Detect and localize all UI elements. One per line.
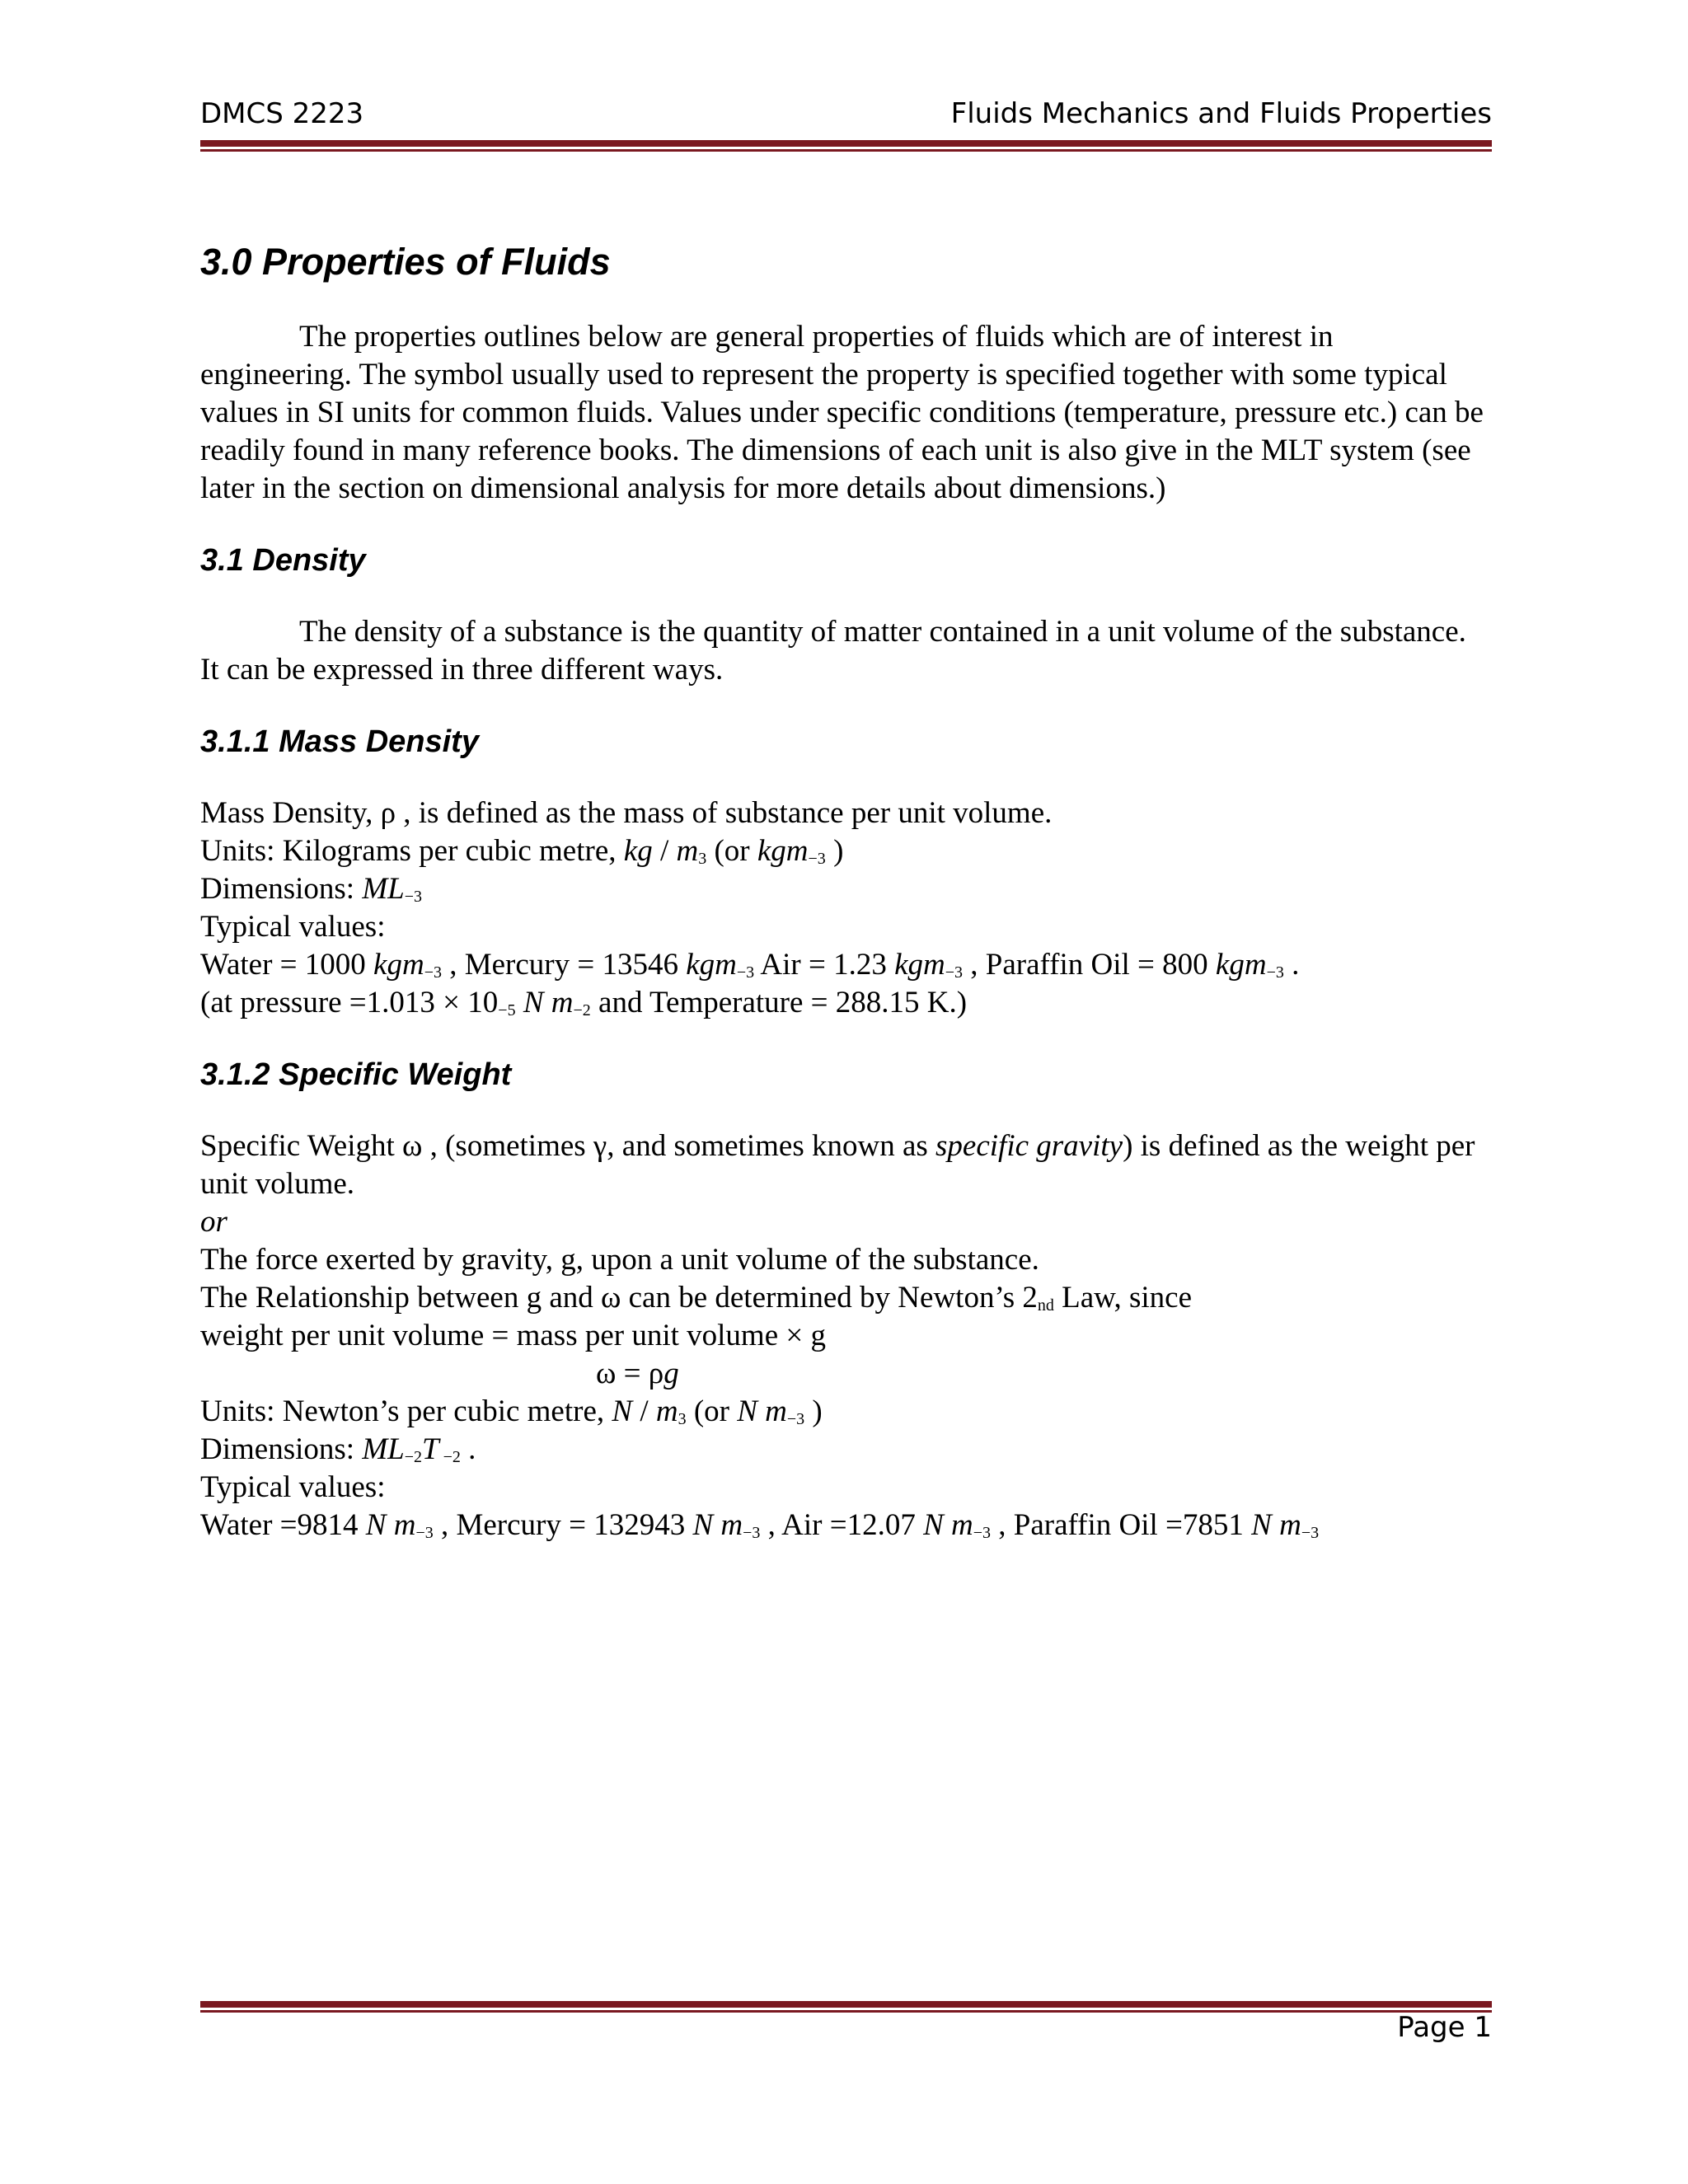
gravity-force-text: The force exerted by gravity, g, upon a unit volume of the substance. <box>200 1243 1039 1277</box>
specific-weight-typical-values: Water =9814 N $m_{-3}$ , Mercury = 132943 N $m_{-3}$ , Air =12.07 N $m_{-3}$ , Paraffin Oil =7851 N $m_{-3}$ <box>200 1508 1320 1542</box>
section-heading-3-1: 3.1 Density <box>200 543 366 578</box>
intro-paragraph: The properties outlines below are general properties of fluids which are of interest in engineering. The symbol usually used to represent the property is specified together with some typical values in SI units for common fluids. Values under specific conditions (temperature, pressure etc.) can be readily found in many reference books. The dimensions of each unit is also give in the MLT system (see later in the section on dimensional analysis for more details about dimensions.) <box>200 320 1484 505</box>
weight-formula-text: weight per unit volume = mass per unit volume × g <box>200 1319 827 1352</box>
course-code: DMCS 2223 <box>200 97 364 130</box>
or-text: or <box>200 1205 227 1239</box>
header-rule <box>200 140 1492 152</box>
mass-density-typical-label: Typical values: <box>200 910 386 944</box>
section-heading-3-1-1: 3.1.1 Mass Density <box>200 724 479 759</box>
page-number: Page 1 <box>1397 2011 1492 2044</box>
specific-weight-units: Units: Newton’s per cubic metre, N / $m_3$ (or N $m_{-3}$ ) <box>200 1394 823 1428</box>
section-heading-3-1-2: 3.1.2 Specific Weight <box>200 1057 512 1092</box>
newton-law-text: The Relationship between g and ω can be determined by Newton’s $2_{nd}$ Law, since <box>200 1281 1192 1315</box>
mass-density-units: Units: Kilograms per cubic metre, kg / $m_3$ (or kgm$_{-3}$ ) <box>200 834 844 868</box>
specific-weight-dimensions: Dimensions: $ML_{-2}T$ $_{-2}$ . <box>200 1432 476 1466</box>
footer-rule <box>200 2001 1492 2013</box>
mass-density-definition: Mass Density, ρ , is defined as the mass of substance per unit volume. <box>200 796 1053 830</box>
specific-weight-typical-label: Typical values: <box>200 1470 386 1504</box>
page-body <box>200 231 1492 1544</box>
header-title: Fluids Mechanics and Fluids Properties <box>950 97 1492 130</box>
mass-density-dimensions: Dimensions: $ML_{-3}$ <box>200 872 422 906</box>
specific-weight-block <box>200 1127 1492 1544</box>
weight-formula-equation: ω = ρg <box>596 1357 679 1390</box>
mass-density-typical-values: Water = 1000 kgm$_{-3}$ , Mercury = 13546 kgm$_{-3}$ Air = 1.23 kgm$_{-3}$ , Paraffin Oil = 800 kgm$_{-3}$ . <box>200 948 1300 982</box>
mass-density-block <box>200 794 1492 1022</box>
page-header <box>200 97 1492 147</box>
specific-weight-definition: Specific Weight ω , (sometimes γ, and sometimes known as specific gravity) is defined as the weight per unit volume. <box>200 1129 1475 1201</box>
density-paragraph: The density of a substance is the quantity of matter contained in a unit volume of the substance. It can be expressed in three different ways. <box>200 615 1466 687</box>
section-heading-3-0: 3.0 Properties of Fluids <box>200 241 611 283</box>
mass-density-conditions: (at pressure $=1.013 \times 10_{-5}$ N $m_{-2}$ and Temperature = 288.15 K.) <box>200 986 968 1019</box>
